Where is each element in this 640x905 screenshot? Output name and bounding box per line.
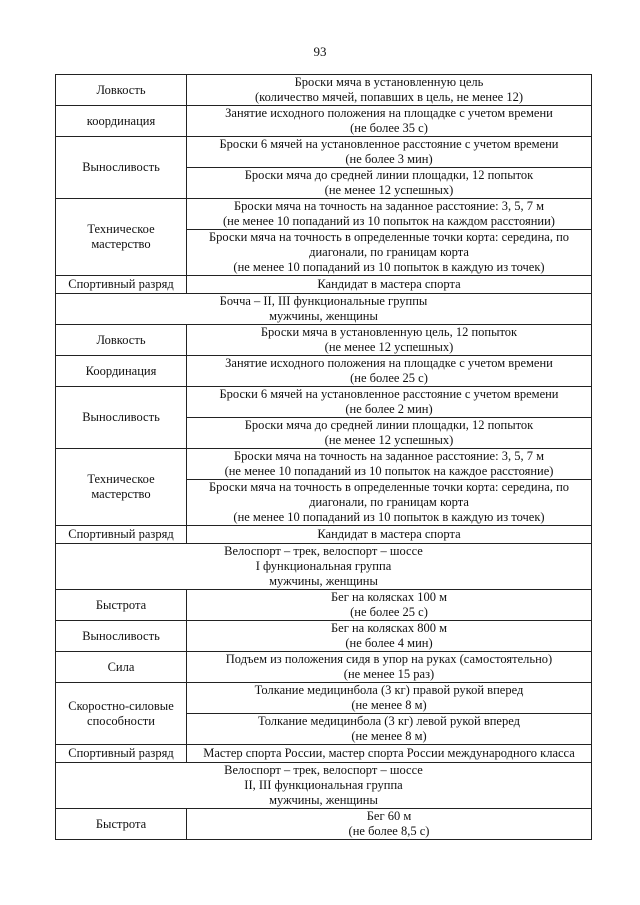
test-line: (не менее 10 попаданий из 10 попыток на каждое расстояние) [224,464,554,478]
test-cell [187,199,592,230]
test-line: (не менее 10 попаданий из 10 попыток в каждую из точек) [233,510,545,524]
test-cell [187,106,592,137]
section-title [56,294,592,325]
test-line: (не менее 12 успешных) [324,340,454,354]
test-line: диагонали, по границам корта [309,495,469,509]
test-cell [187,526,592,544]
test-line: Броски 6 мячей на установленное расстояние с учетом времени [219,387,559,401]
section-header-row [56,544,592,590]
test-line: Броски мяча на точность в определенные точки корта: середина, по [208,480,570,494]
quality-label: Техническое мастерство [56,199,187,276]
test-line: (не более 2 мин) [345,402,433,416]
test-cell [187,745,592,763]
test-cell [187,809,592,840]
table-row [56,356,592,387]
test-cell [187,590,592,621]
test-line: (количество мячей, попавших в цель, не менее 12) [254,90,523,104]
test-line: диагонали, по границам корта [309,245,469,259]
test-line: (не более 25 с) [350,605,428,619]
test-cell [187,387,592,418]
table-row [56,137,592,168]
table-row [56,590,592,621]
quality-label: Техническое мастерство [56,449,187,526]
test-line: Броски 6 мячей на установленное расстояние с учетом времени [219,137,559,151]
section-title-line: мужчины, женщины [269,309,378,323]
test-line: Мастер спорта России, мастер спорта России международного класса [203,746,575,760]
test-line: Бег 60 м [366,809,412,823]
test-line: Кандидат в мастера спорта [317,527,461,541]
test-cell [187,621,592,652]
test-cell [187,325,592,356]
quality-label: Спортивный разряд [56,276,187,294]
table-row [56,325,592,356]
test-line: Занятие исходного положения на площадке с учетом времени [225,356,553,370]
quality-label: Выносливость [56,137,187,199]
test-line: (не менее 10 попаданий из 10 попыток в каждую из точек) [233,260,545,274]
quality-label: Спортивный разряд [56,745,187,763]
test-cell [187,480,592,526]
table-row [56,387,592,418]
test-cell [187,418,592,449]
section-title-line: Велоспорт – трек, велоспорт – шоссе [224,544,423,558]
quality-label: Выносливость [56,621,187,652]
test-line: (не более 4 мин) [345,636,433,650]
quality-label: Быстрота [56,590,187,621]
quality-label: Ловкость [56,75,187,106]
test-cell [187,276,592,294]
test-line: (не менее 12 успешных) [324,433,454,447]
table-row [56,449,592,480]
test-line: Бег на колясках 100 м [331,590,447,604]
test-line: Броски мяча на точность на заданное расстояние: 3, 5, 7 м [234,449,544,463]
test-cell [187,356,592,387]
section-title-line: мужчины, женщины [269,793,378,807]
test-cell [187,230,592,276]
table-row [56,745,592,763]
quality-label: координация [56,106,187,137]
test-line: (не более 3 мин) [345,152,433,166]
test-line: Броски мяча в установленную цель, 12 попыток [260,325,518,339]
test-cell [187,75,592,106]
section-title-line: II, III функциональная группа [244,778,403,792]
section-title-line: Велоспорт – трек, велоспорт – шоссе [224,763,423,777]
section-title [56,544,592,590]
test-line: (не менее 15 раз) [343,667,435,681]
section-title-line: Бочча – II, III функциональные группы [219,294,428,308]
test-line: Кандидат в мастера спорта [317,277,461,291]
table-row [56,106,592,137]
table-row [56,683,592,714]
section-title [56,763,592,809]
test-cell [187,683,592,714]
test-cell [187,652,592,683]
section-header-row [56,294,592,325]
test-line: Толкание медицинбола (3 кг) правой рукой вперед [254,683,524,697]
test-cell [187,714,592,745]
test-line: (не более 8,5 с) [348,824,430,838]
quality-label: Скоростно-силовые способности [56,683,187,745]
quality-label: Выносливость [56,387,187,449]
test-line: (не менее 12 успешных) [324,183,454,197]
section-title-line: мужчины, женщины [269,574,378,588]
table-row [56,621,592,652]
test-cell [187,449,592,480]
quality-label: Быстрота [56,809,187,840]
table-row [56,526,592,544]
section-title-line: I функциональная группа [255,559,392,573]
table-row [56,652,592,683]
table-row [56,199,592,230]
test-line: (не менее 10 попаданий из 10 попыток на каждом расстоянии) [223,214,555,228]
test-line: Подъем из положения сидя в упор на руках (самостоятельно) [225,652,553,666]
test-line: Броски мяча до средней линии площадки, 12 попыток [244,418,534,432]
table-row [56,75,592,106]
test-line: (не более 35 с) [350,121,428,135]
quality-label: Сила [56,652,187,683]
test-line: Толкание медицинбола (3 кг) левой рукой вперед [258,714,520,728]
table-row [56,276,592,294]
test-line: Бег на колясках 800 м [331,621,447,635]
table-row [56,809,592,840]
page-number: 93 [313,44,327,59]
quality-label: Координация [56,356,187,387]
test-line: Броски мяча на точность на заданное расстояние: 3, 5, 7 м [234,199,544,213]
test-line: (не менее 8 м) [351,698,427,712]
test-cell [187,168,592,199]
test-line: Броски мяча в установленную цель [294,75,484,89]
test-line: (не менее 8 м) [351,729,427,743]
quality-label: Спортивный разряд [56,526,187,544]
quality-label: Ловкость [56,325,187,356]
test-cell [187,137,592,168]
test-line: (не более 25 с) [350,371,428,385]
section-header-row [56,763,592,809]
test-line: Занятие исходного положения на площадке с учетом времени [225,106,553,120]
test-line: Броски мяча на точность в определенные точки корта: середина, по [208,230,570,244]
standards-table [55,74,592,840]
test-line: Броски мяча до средней линии площадки, 12 попыток [244,168,534,182]
